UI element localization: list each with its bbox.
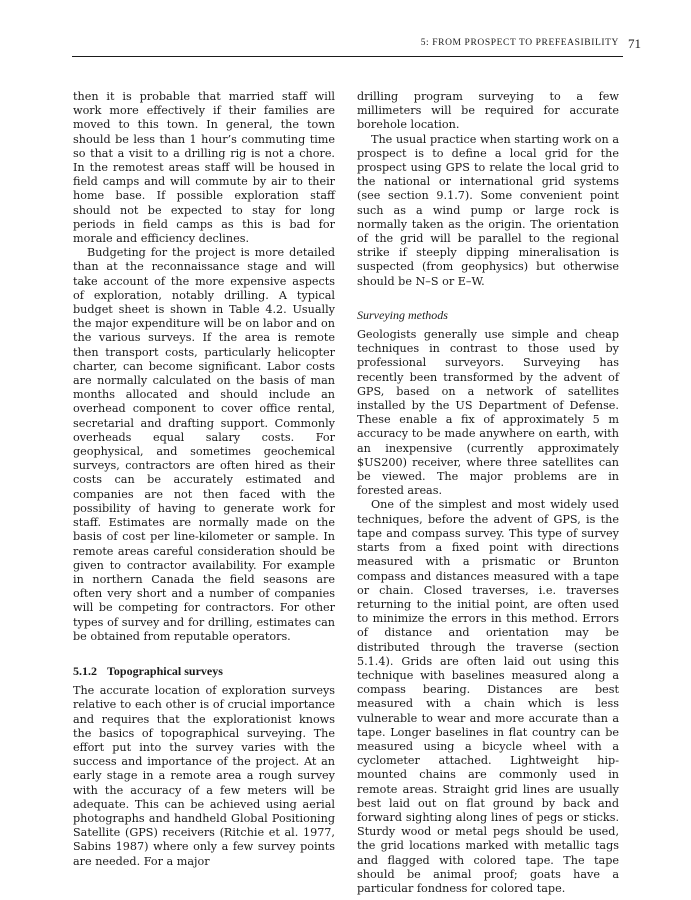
paragraph: The accurate location of exploration surveys relative to each other is of crucial importance and requires that the explorationist knows the basics of topographical surveying. The effort put into the survey varies with the success and importance of the project. At an early stage in a remote area a rough survey with the accuracy of a few meters will be adequate. This can be achieved using aerial photographs and handheld Global Positioning Satellite (GPS) receivers (Ritchie et al. 1977, Sabins 1987) where only a few survey points are needed. For a major xyxy=(73,684,335,868)
header-rule xyxy=(72,56,623,57)
section-number: 5.1.2 xyxy=(73,663,97,678)
right-column xyxy=(357,90,619,896)
paragraph: then it is probable that married staff will work more effectively if their families are moved to this town. In general, the town should be less than 1 hour’s commuting time so that a visit to a drilling rig is not a chore. In the remotest areas staff will be housed in field camps and will commute by air to their home base. If possible exploration staff should not be expected to stay for long periods in field camps as this is bad for morale and efficiency declines. xyxy=(73,90,335,246)
subheading: Surveying methods xyxy=(357,307,448,322)
paragraph: Geologists generally use simple and cheap techniques in contrast to those used by professional surveyors. Surveying has recently been transformed by the advent of GPS, based on a network of satellites installed by the US Department of Defense. These enable a fix of approximately 5 m accuracy to be made anywhere on earth, with an inexpensive (currently approximately $US200) receiver, where three satellites can be viewed. The major problems are in forested areas. xyxy=(357,328,619,498)
section-title: Topographical surveys xyxy=(107,663,223,678)
section-heading xyxy=(73,664,335,678)
paragraph: Budgeting for the project is more detailed than at the reconnaissance stage and will take account of the more expensive aspects of exploration, notably drilling. A typical budget sheet is shown in Table 4.2. Usually the major expenditure will be on labor and on the various surveys. If the area is remote then transport costs, particularly helicopter charter, can become significant. Labor costs are normally calculated on the basis of man months allocated and should include an overhead component to cover office rental, secretarial and drafting support. Commonly overheads equal salary costs. For geophysical, and sometimes geochemical surveys, contractors are often hired as their costs can be accurately estimated and companies are not then faced with the possibility of having to generate work for staff. Estimates are normally made on the basis of cost per line-kilometer or sample. In remote areas careful consideration should be given to contractor availability. For example in northern Canada the field seasons are often very short and a number of companies will be competing for contractors. For other types of survey and for drilling, estimates can be obtained from reputable operators. xyxy=(73,246,335,643)
running-head: 5: FROM PROSPECT TO PREFEASIBILITY xyxy=(420,38,619,48)
paragraph: drilling program surveying to a few millimeters will be required for accurate borehole location. xyxy=(357,90,619,132)
paragraph: The usual practice when starting work on a prospect is to define a local grid for the prospect using GPS to relate the local grid to the national or international grid systems (see section 9.1.7). Some convenient point such as a wind pump or large rock is normally taken as the origin. The orientation of the grid will be parallel to the regional strike if steeply dipping mineralisation is suspected (from geophysics) but otherwise should be N–S or E–W. xyxy=(357,132,619,288)
page-number: 71 xyxy=(628,36,641,51)
left-column xyxy=(73,90,335,869)
paragraph: One of the simplest and most widely used techniques, before the advent of GPS, is the tape and compass survey. This type of survey starts from a fixed point with directions measured with a prismatic or Brunton compass and distances measured with a tape or chain. Closed traverses, i.e. traverses returning to the initial point, are often used to minimize the errors in this method. Errors of distance and orientation may be distributed through the traverse (section 5.1.4). Grids are often laid out using this technique with baselines measured along a compass bearing. Distances are best measured with a chain which is less vulnerable to wear and more accurate than a tape. Longer baselines in flat country can be measured using a bicycle wheel with a cyclometer attached. Lightweight hip-mounted chains are commonly used in remote areas. Straight grid lines are usually best laid out on flat ground by back and forward sighting along lines of pegs or sticks. Sturdy wood or metal pegs should be used, the grid locations marked with metallic tags and flagged with colored tape. The tape should be animal proof; goats have a particular fondness for colored tape. xyxy=(357,498,619,895)
